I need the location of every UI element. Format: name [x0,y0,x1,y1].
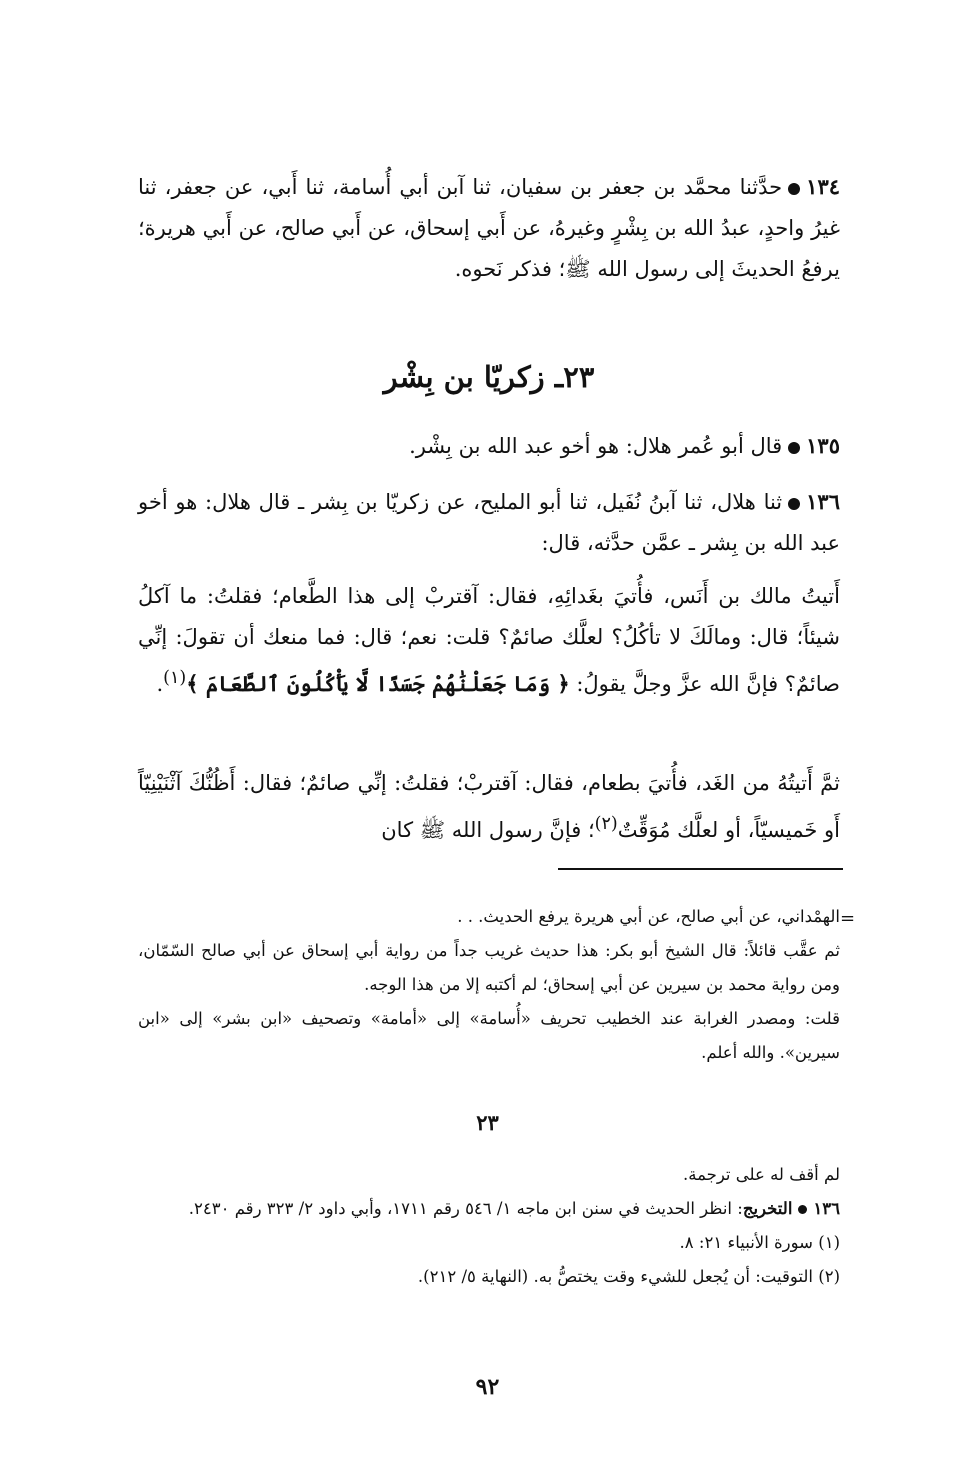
hadith-number: ١٣٦ [806,489,840,514]
note-line: الهمْداني، عن أبي صالح، عن أبي هريرة يرفع الحديث. . . [457,907,840,926]
note-23: لم أقف له على ترجمة. [683,1165,840,1184]
takhrij-note [138,1192,840,1226]
hadith-number: ١٣٥ [806,433,840,458]
narration-paragraph-1 [138,576,840,705]
punctuation: . [156,672,164,696]
takhrij-number: ١٣٦ [813,1199,840,1218]
takhrij-text: : انظر الحديث في سنن ابن ماجه ١/ ٥٤٦ رقم ١٧١١، وأبي داود ٢/ ٣٢٣ رقم ٢٤٣٠. [188,1199,743,1218]
footnote-text: سورة الأنبياء ٢١: ٨. [679,1233,813,1252]
hadith-136 [138,481,840,564]
narration-text-end: ؛ فإنَّ رسول الله ﷺ كان [381,818,595,842]
hadith-text: حدَّثنا محمَّد بن جعفر بن سفيان، ثنا آبن أبي أُسامة، ثنا أَبي، عن جعفر، ثنا غيرُ واحدٍ، عبدُ الله بن بِشْرٍ وغيرهُ، عن أَبي إسحاق، عن أَبي صالح، عن أَبي هريرة؛ يرفعُ الحديثَ إلى رسول الله ﷺ؛ فذكر نَحوه. [138,175,841,281]
bullet-icon [788,498,800,510]
hadith-number: ١٣٤ [806,174,841,199]
hadith-text: ثنا هلال، ثنا آبنُ نُفَيل، ثنا أبو المليح، عن زكريّا بن بِشر ـ قال هلال: هو أخو عبد الله بن بِشر ـ عمَّن حدَّثه، قال: [138,490,840,555]
footnote-ref: (١) [163,668,187,688]
section-heading: ٢٣ـ زكريّا بن بِشْر [383,360,595,394]
hadith-135 [138,425,840,467]
bullet-icon [798,1205,807,1214]
footnote-2 [138,1260,840,1294]
takhrij-label: التخريج [742,1199,793,1218]
narration-text: أَتيتُ مالك بن أَنَس، فأُتيَ بغَدائِهِ، فقال: آقتربْ إلى هذا الطَّعام؛ فقلتُ: ما آكلُ شيئاً؛ قال: ومالَكَ لا تأكُلُ؟ لعلَّك صائمٌ؟ قلت: نعم؛ قال: فما منعك أن تقولَ: إنِّي صائمٌ؟ فإنَّ الله عزَّ وجلَّ يقولُ: [138,584,840,696]
note-number-header: ٢٣ [476,1110,499,1135]
footnote-ref: (٢) [594,814,618,834]
previous-notes [138,900,840,1070]
bullet-icon [788,183,800,195]
footnote-number: (١) [818,1233,840,1252]
footnote-divider [558,868,843,870]
hadith-134 [138,166,840,290]
hadith-text: قال أبو عُمر هلال: هو أخو عبد الله بن بِشْر. [409,434,783,458]
bullet-icon [788,442,800,454]
note-line: قلت: ومصدر الغرابة عند الخطيب تحريف «أُسامة» إلى «أمامة» وتصحيف «ابن بشر» إلى «ابن سيرين». والله أعلم. [138,1009,840,1062]
narration-text: ثمَّ أَتيتُهُ من الغَد، فأُتيَ بطعام، فقال: آقتربْ؛ فقلتُ: إنِّي صائمٌ؛ فقال: أَظُنُّكَ آثْنَيْنِيّاً أَو خَميسيّاً، أو لعلَّك مُوَقِّتٌ [138,771,840,842]
quran-verse: ﴿ وَمَا جَعَلْنَٰهُمْ جَسَدًا لَّا يَأْكُلُونَ ٱلطَّعَامَ ﴾ [186,671,570,696]
footnote-number: (٢) [818,1267,840,1286]
footnotes [138,1158,840,1294]
narration-paragraph-2 [138,763,840,851]
footnote-1 [138,1226,840,1260]
note-line: ثم عقَّب قائلاً: قال الشيخ أبو بكر: هذا حديث غريب جداً من رواية أبي إسحاق عن أبي صالح السّمّان، ومن رواية محمد بن سيرين عن أبي إسحاق؛ لم أكتبه إلا من هذا الوجه. [138,941,840,994]
continuation-marker: = [840,908,856,929]
page-number: ٩٢ [475,1374,500,1400]
footnote-text: التوقيت: أن يُجعل للشيء وقت يختصُّ به. (النهاية ٥/ ٢١٢). [417,1267,813,1286]
